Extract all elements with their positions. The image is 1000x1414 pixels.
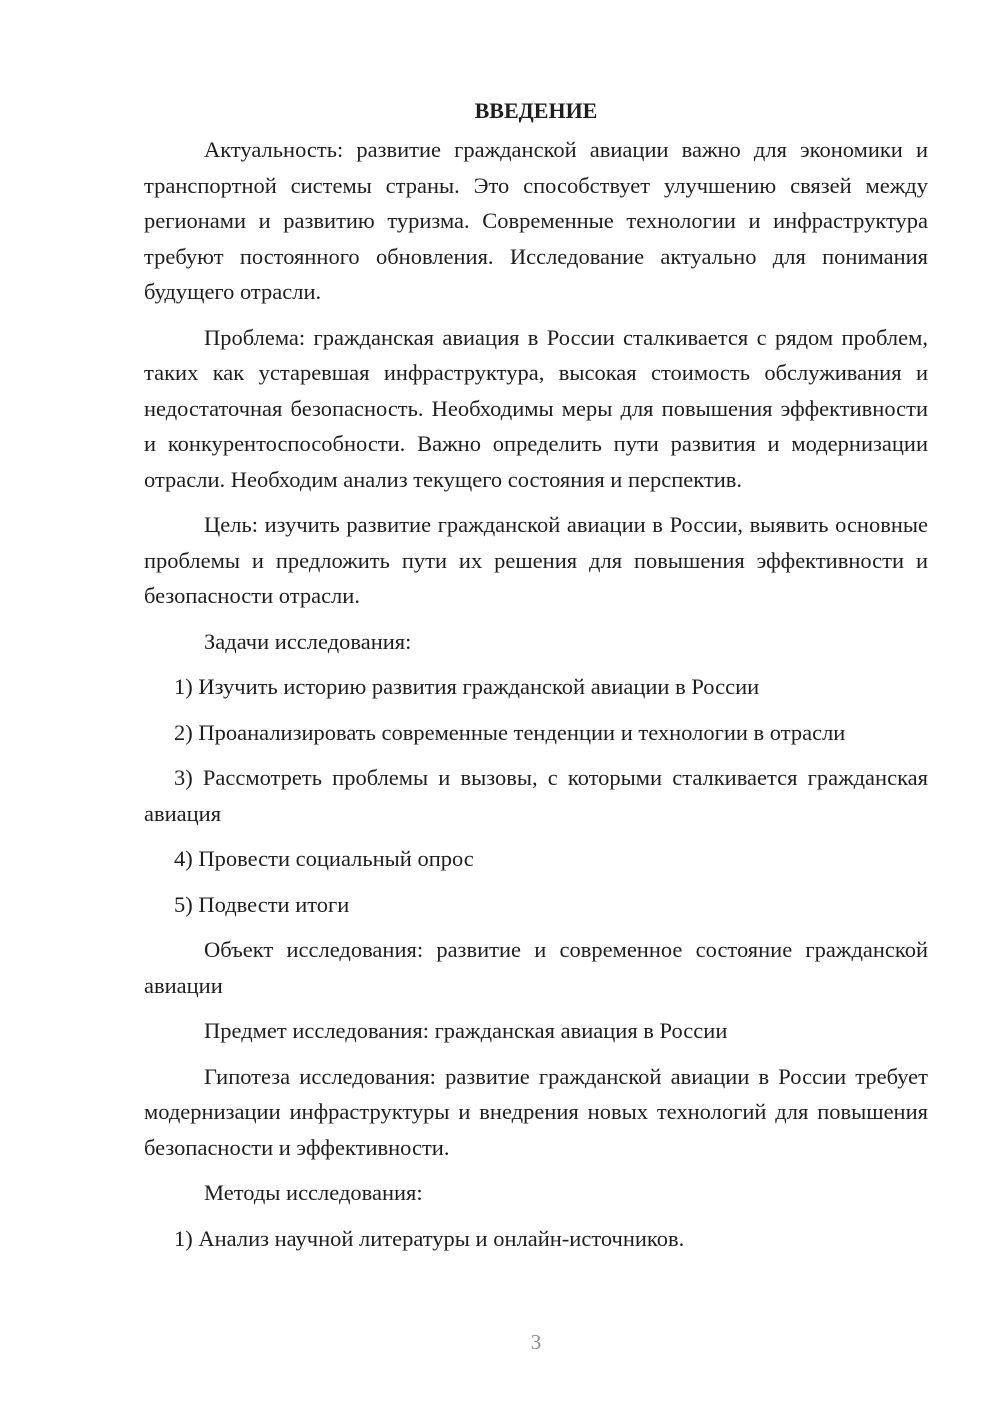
task-item: 4) Провести социальный опрос [174, 846, 474, 871]
hypothesis-paragraph: Гипотеза исследования: развитие гражданской авиации в России требует модернизации инфраструктуры и внедрения новых технологий для повышения безопасности и эффективности. [144, 1063, 928, 1160]
tasks-heading: Задачи исследования: [204, 628, 412, 654]
problem-paragraph: Проблема: гражданская авиация в России сталкивается с рядом проблем, таких как устаревшая инфраструктура, высокая стоимость обслуживания и недостаточная безопасность. Необходимы меры для повышения эффективности и конкурентоспособности. Важно определить пути развития и модернизации отрасли. Необходим анализ текущего состояния и перспектив. [144, 324, 928, 492]
document-page [144, 93, 928, 1266]
task-item: 1) Изучить историю развития гражданской авиации в России [174, 674, 760, 699]
relevance-paragraph: Актуальность: развитие гражданской авиации важно для экономики и транспортной системы страны. Это способствует улучшению связей между регионами и развитию туризма. Современные технологии и инфраструктура требуют постоянного обновления. Исследование актуально для понимания будущего отрасли. [144, 137, 928, 304]
task-item: 2) Проанализировать современные тенденции и технологии в отрасли [174, 719, 846, 745]
methods-heading: Методы исследования: [204, 1180, 423, 1205]
goal-paragraph: Цель: изучить развитие гражданской авиации в России, выявить основные проблемы и предложить пути их решения для повышения эффективности и безопасности отрасли. [144, 512, 928, 608]
method-item: 1) Анализ научной литературы и онлайн-источников. [174, 1225, 685, 1251]
subject-paragraph: Предмет исследования: гражданская авиация в России [204, 1018, 728, 1043]
page-number: 3 [530, 1330, 542, 1354]
section-title: ВВЕДЕНИЕ [474, 98, 598, 123]
task-item: 5) Подвести итоги [174, 891, 350, 917]
task-item: 3) Рассмотреть проблемы и вызовы, с которыми сталкивается гражданская авиация [144, 765, 928, 826]
object-paragraph: Объект исследования: развитие и современное состояние гражданской авиации [144, 937, 928, 998]
